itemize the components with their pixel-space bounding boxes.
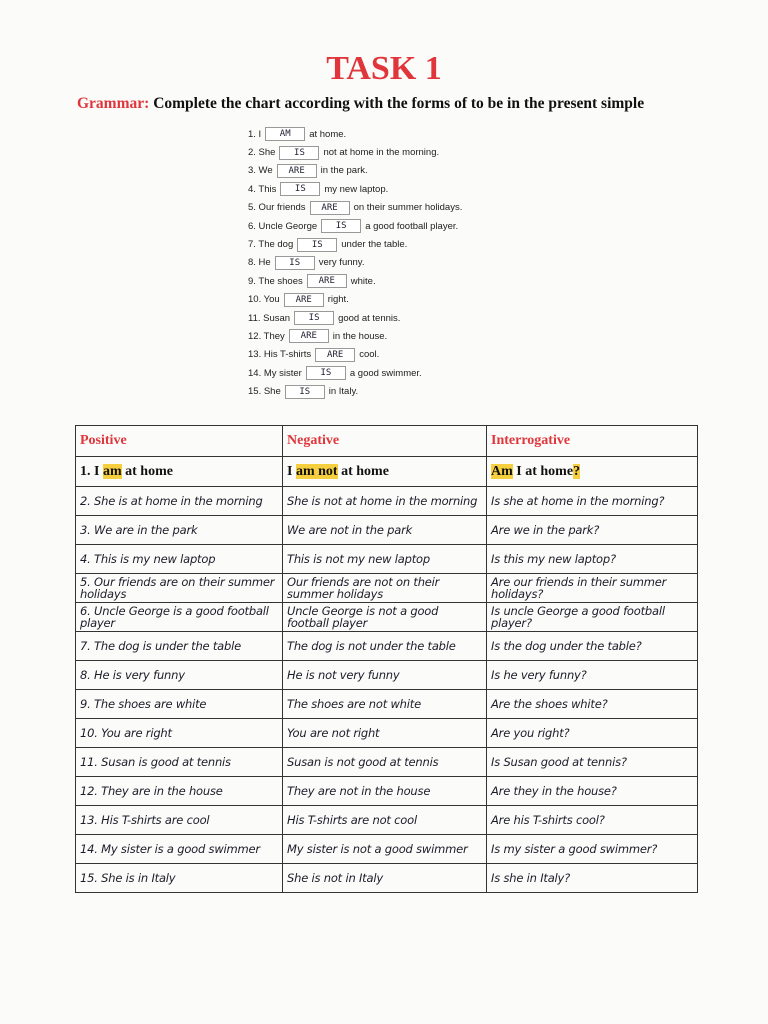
cell-positive: 12. They are in the house (76, 776, 283, 805)
exercise-rest: a good swimmer. (349, 367, 422, 379)
cell-interrogative: Are the shoes white? (487, 689, 698, 718)
cell-negative: Our friends are not on their summer holidays (283, 573, 487, 602)
exercise-prompt: 3. We (248, 165, 273, 177)
instruction (77, 95, 757, 113)
cell-positive: 11. Susan is good at tennis (76, 747, 283, 776)
exercise-item (248, 143, 548, 161)
answer-box[interactable]: ARE (315, 348, 355, 362)
exercise-item (248, 382, 548, 400)
cell-positive: 10. You are right (76, 718, 283, 747)
chart-header-row (76, 426, 698, 457)
exercise-prompt: 8. He (248, 257, 271, 269)
cell-negative: My sister is not a good swimmer (283, 834, 487, 863)
exercise-prompt: 14. My sister (248, 367, 302, 379)
chart-row (76, 487, 698, 516)
exercise-rest: not at home in the morning. (323, 147, 440, 159)
highlight: am (102, 463, 122, 479)
exercise-prompt: 4. This (248, 183, 277, 195)
exercise-rest: under the table. (341, 239, 408, 251)
exercise-rest: white. (350, 275, 376, 287)
chart-row (76, 545, 698, 574)
cell-positive: 5. Our friends are on their summer holidays (76, 573, 283, 602)
exercise-item (248, 309, 548, 327)
chart-row (76, 718, 698, 747)
answer-box[interactable]: ARE (277, 164, 317, 178)
exercise-rest: cool. (359, 349, 380, 361)
answer-box[interactable]: IS (294, 311, 334, 325)
cell-negative: Susan is not good at tennis (283, 747, 487, 776)
answer-box[interactable]: IS (306, 366, 346, 380)
exercise-prompt: 5. Our friends (248, 202, 306, 214)
cell-negative: The dog is not under the table (283, 631, 487, 660)
exercise-rest: at home. (309, 128, 347, 140)
exercise-prompt: 13. His T-shirts (248, 349, 312, 361)
example-text: 1. I (80, 463, 103, 479)
answer-box[interactable]: IS (280, 182, 320, 196)
example-text: I (287, 463, 296, 479)
exercise-item (248, 364, 548, 382)
cell-interrogative: Is Susan good at tennis? (487, 747, 698, 776)
exercise-prompt: 11. Susan (248, 312, 291, 324)
cell-interrogative: Are his T-shirts cool? (487, 805, 698, 834)
answer-box[interactable]: IS (297, 238, 337, 252)
header-interrogative: Interrogative (487, 426, 698, 457)
answer-box[interactable]: ARE (284, 293, 324, 307)
answer-box[interactable]: ARE (289, 329, 329, 343)
example-text: at home (121, 463, 173, 479)
cell-interrogative: Are our friends in their summer holidays? (487, 573, 698, 602)
answer-box[interactable]: AM (265, 127, 305, 141)
cell-positive: 15. She is in Italy (76, 863, 283, 892)
page-title: TASK 1 (326, 50, 442, 87)
cell-interrogative: Is my sister a good swimmer? (487, 834, 698, 863)
exercise-item (248, 235, 548, 253)
chart-row (76, 516, 698, 545)
exercise-item (248, 217, 548, 235)
cell-positive: 8. He is very funny (76, 660, 283, 689)
exercise-rest: a good football player. (365, 220, 459, 232)
chart-table (75, 425, 698, 893)
exercise-rest: on their summer holidays. (353, 202, 463, 214)
example-text: I at home (512, 463, 574, 479)
chart-row (76, 776, 698, 805)
answer-box[interactable]: IS (279, 146, 319, 160)
cell-interrogative: Are they in the house? (487, 776, 698, 805)
highlight: am not (295, 463, 338, 479)
exercise-item (248, 125, 548, 143)
exercise-item (248, 180, 548, 198)
exercise-rest: good at tennis. (338, 312, 401, 324)
cell-negative: You are not right (283, 718, 487, 747)
exercise-prompt: 7. The dog (248, 239, 294, 251)
chart-row (76, 747, 698, 776)
cell-interrogative: Is he very funny? (487, 660, 698, 689)
cell-interrogative: Is this my new laptop? (487, 545, 698, 574)
cell-positive: 3. We are in the park (76, 516, 283, 545)
cell-positive: 9. The shoes are white (76, 689, 283, 718)
chart-row (76, 573, 698, 602)
exercise-rest: my new laptop. (324, 183, 389, 195)
cell-positive: 6. Uncle George is a good football player (76, 602, 283, 631)
exercise-rest: right. (327, 294, 349, 306)
cell-negative: This is not my new laptop (283, 545, 487, 574)
cell-negative: They are not in the house (283, 776, 487, 805)
example-positive (76, 457, 283, 487)
highlight: ? (573, 463, 581, 479)
chart-row (76, 660, 698, 689)
cell-interrogative: Is she at home in the morning? (487, 487, 698, 516)
cell-negative: He is not very funny (283, 660, 487, 689)
cell-negative: She is not in Italy (283, 863, 487, 892)
answer-box[interactable]: IS (321, 219, 361, 233)
answer-box[interactable]: ARE (310, 201, 350, 215)
chart-row (76, 805, 698, 834)
header-negative: Negative (283, 426, 487, 457)
example-interrogative (487, 457, 698, 487)
cell-interrogative: Are you right? (487, 718, 698, 747)
exercise-prompt: 2. She (248, 147, 276, 159)
exercise-prompt: 9. The shoes (248, 275, 303, 287)
chart-row (76, 602, 698, 631)
cell-positive: 2. She is at home in the morning (76, 487, 283, 516)
cell-negative: His T-shirts are not cool (283, 805, 487, 834)
cell-positive: 7. The dog is under the table (76, 631, 283, 660)
chart-row (76, 631, 698, 660)
chart-row (76, 834, 698, 863)
exercise-prompt: 6. Uncle George (248, 220, 318, 232)
cell-positive: 4. This is my new laptop (76, 545, 283, 574)
chart-row (76, 689, 698, 718)
example-text: at home (337, 463, 389, 479)
instruction-text: Complete the chart according with the forms of to be in the present simple (153, 95, 645, 112)
cell-negative: Uncle George is not a good football player (283, 602, 487, 631)
instruction-label: Grammar: (77, 95, 150, 112)
exercise-prompt: 10. You (248, 294, 280, 306)
exercise-list (248, 125, 548, 401)
cell-positive: 13. His T-shirts are cool (76, 805, 283, 834)
example-row (76, 457, 698, 487)
exercise-item (248, 254, 548, 272)
cell-positive: 14. My sister is a good swimmer (76, 834, 283, 863)
exercise-prompt: 1. I (248, 128, 262, 140)
chart-row (76, 863, 698, 892)
cell-interrogative: Is she in Italy? (487, 863, 698, 892)
cell-interrogative: Is the dog under the table? (487, 631, 698, 660)
header-positive: Positive (76, 426, 283, 457)
cell-negative: The shoes are not white (283, 689, 487, 718)
cell-interrogative: Is uncle George a good football player? (487, 602, 698, 631)
exercise-rest: in the house. (332, 330, 388, 342)
answer-box[interactable]: ARE (307, 274, 347, 288)
answer-box[interactable]: IS (285, 385, 325, 399)
exercise-item (248, 162, 548, 180)
exercise-item (248, 291, 548, 309)
exercise-item (248, 199, 548, 217)
exercise-prompt: 12. They (248, 330, 285, 342)
highlight: Am (491, 463, 513, 479)
exercise-item (248, 272, 548, 290)
exercise-rest: in Italy. (328, 386, 359, 398)
cell-negative: We are not in the park (283, 516, 487, 545)
exercise-item (248, 346, 548, 364)
cell-interrogative: Are we in the park? (487, 516, 698, 545)
exercise-rest: in the park. (320, 165, 368, 177)
exercise-item (248, 327, 548, 345)
example-negative (283, 457, 487, 487)
cell-negative: She is not at home in the morning (283, 487, 487, 516)
exercise-prompt: 15. She (248, 386, 281, 398)
answer-box[interactable]: IS (275, 256, 315, 270)
exercise-rest: very funny. (318, 257, 365, 269)
